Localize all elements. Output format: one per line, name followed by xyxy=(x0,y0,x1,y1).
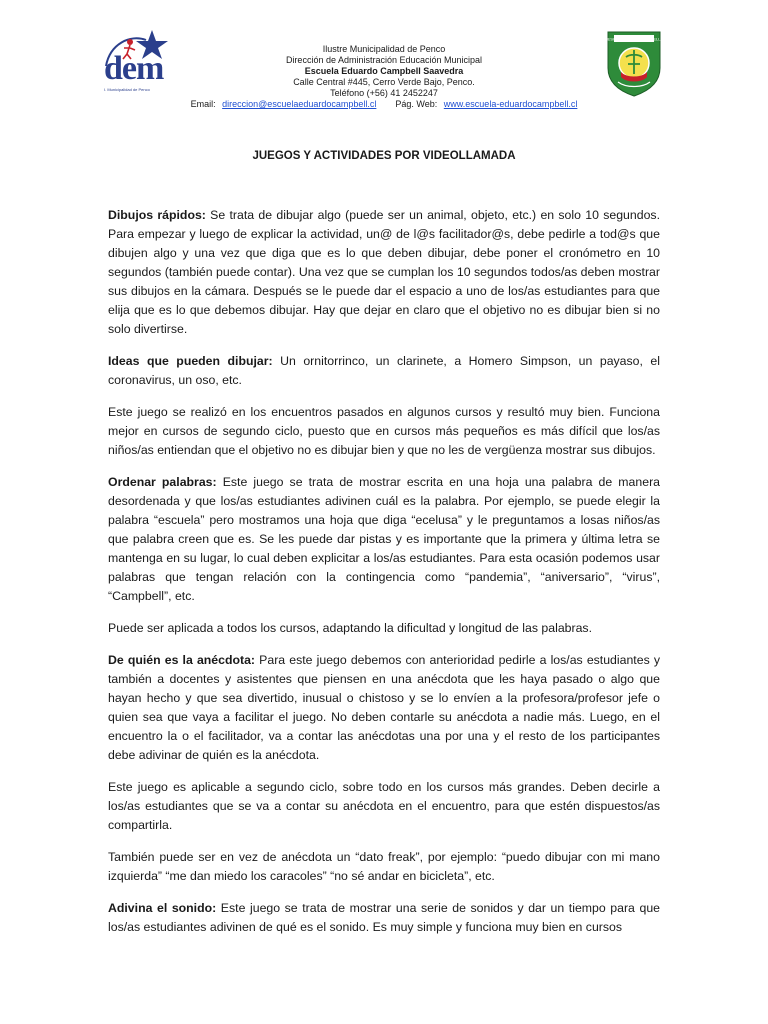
email-link[interactable]: direccion@escuelaeduardocampbell.cl xyxy=(222,99,377,109)
contact-line xyxy=(0,99,768,110)
paragraph-text: Puede ser aplicada a todos los cursos, adaptando la dificultad y longitud de las palabras. xyxy=(108,621,592,635)
document-body xyxy=(108,206,660,950)
address-line: Calle Central #445, Cerro Verde Bajo, Penco. xyxy=(293,77,475,87)
school-crest-icon xyxy=(606,30,662,98)
paragraph xyxy=(108,403,660,460)
crest-top-text: ESC. EDUARDO CAMPBELL xyxy=(607,36,661,42)
email-label: Email: xyxy=(190,99,216,109)
dem-logo-text: dem xyxy=(104,50,164,87)
school-name: Escuela Eduardo Campbell Saavedra xyxy=(304,66,464,76)
paragraph xyxy=(108,473,660,606)
letterhead xyxy=(0,0,768,120)
paragraph-text: Este juego se realizó en los encuentros pasados en algunos cursos y resultó muy bien. Funciona mejor en cursos de segundo ciclo, puesto que en cursos más pequeños es más difícil que los/as niños/as entiendan que el objetivo no es dibujar bien y que no les de vergüenza mostrar sus dibujos. xyxy=(108,405,660,457)
paragraph-text: Este juego es aplicable a segundo ciclo, sobre todo en los cursos más grandes. Deben decirle a los/as estudiantes que se va a contar su anécdota en el encuentro, para que estén dispuestos/as compartirla. xyxy=(108,780,660,832)
paragraph xyxy=(108,619,660,638)
paragraph xyxy=(108,899,660,937)
page-title: JUEGOS Y ACTIVIDADES POR VIDEOLLAMADA xyxy=(252,150,516,162)
paragraph-text: También puede ser en vez de anécdota un “dato freak”, por ejemplo: “puedo dibujar con mi mano izquierda” “me dan miedo los caracoles” “no sé andar en bicicleta”, etc. xyxy=(108,850,660,883)
paragraph xyxy=(108,848,660,886)
phone-line: Teléfono (+56) 41 2452247 xyxy=(330,88,438,98)
paragraph-lead: De quién es la anécdota: xyxy=(108,653,256,667)
paragraph-text: Este juego se trata de mostrar una serie de sonidos y dar un tiempo para que los/as estudiantes adivinen de qué es el sonido. Es muy simple y funciona muy bien en cursos xyxy=(108,901,660,934)
paragraph-text: Este juego se trata de mostrar escrita en una hoja una palabra de manera desordenada y que los/as estudiantes adivinen cuál es la palabra. Por ejemplo, se puede elegir la palabra “escuela” pero mostramos una hoja que diga “ecelusa” y le preguntamos a losas niños/as que palabra creen que es. Se les puede dar pistas y es importante que la primera y última letra se mantenga en su lugar, lo cual deben explicitar a los/as estudiantes. Para esta ocasión podemos usar palabras que tengan relación con la contingencia como “pandemia”, “aniversario”, “virus”, “Campbell”, etc. xyxy=(108,475,661,603)
paragraph-text: Un ornitorrinco, un clarinete, a Homero Simpson, un payaso, el coronavirus, un oso, etc. xyxy=(108,354,660,387)
web-link[interactable]: www.escuela-eduardocampbell.cl xyxy=(443,99,578,109)
paragraph xyxy=(108,778,660,835)
paragraph xyxy=(108,206,660,339)
direction-line: Dirección de Administración Educación Municipal xyxy=(285,55,483,65)
paragraph xyxy=(108,352,660,390)
paragraph-lead: Adivina el sonido: xyxy=(108,901,217,915)
paragraph-text: Se trata de dibujar algo (puede ser un animal, objeto, etc.) en solo 10 segundos. Para empezar y luego de explicar la actividad, un@ de l@s facilitador@s, debe pedirle a tod@s que dibujen algo y una vez que diga que es lo que deben dibujar, debe poner el cronómetro en 10 segundos (también puede contar). Una vez que se cumplan los 10 segundos todos/as deben mostrar sus dibujos en la cámara. Después se le puede dar el espacio a uno de los/as estudiantes para que elija que es lo que debemos dibujar. Hay que dejar en claro que el objetivo no es dibujar bien si no solo divertirse. xyxy=(108,208,660,336)
paragraph-text: Para este juego debemos con anterioridad pedirle a los/as estudiantes y también a docentes y asistentes que piensen en una anécdota que les haya pasado o algo que hayan hecho y que sea divertido, inusual o chistoso y se lo envíen a la profesora/profesor jefe o quien sea que vaya a facilitar el juego. No deben contarle su anécdota a nadie más. Luego, en el encuentro la o el facilitador, va a contar las anécdotas una por una y el resto de los participantes debe adivinar de quién es la anécdota. xyxy=(108,653,660,762)
paragraph-lead: Ideas que pueden dibujar: xyxy=(108,354,273,368)
dem-logo-subtitle: I. Municipalidad de Penco xyxy=(104,87,150,92)
municipality-line: Ilustre Municipalidad de Penco xyxy=(322,44,446,54)
school-crest xyxy=(606,30,662,98)
paragraph-lead: Ordenar palabras: xyxy=(108,475,217,489)
paragraph-lead: Dibujos rápidos: xyxy=(108,208,206,222)
web-label: Pág. Web: xyxy=(395,99,438,109)
paragraph xyxy=(108,651,660,765)
